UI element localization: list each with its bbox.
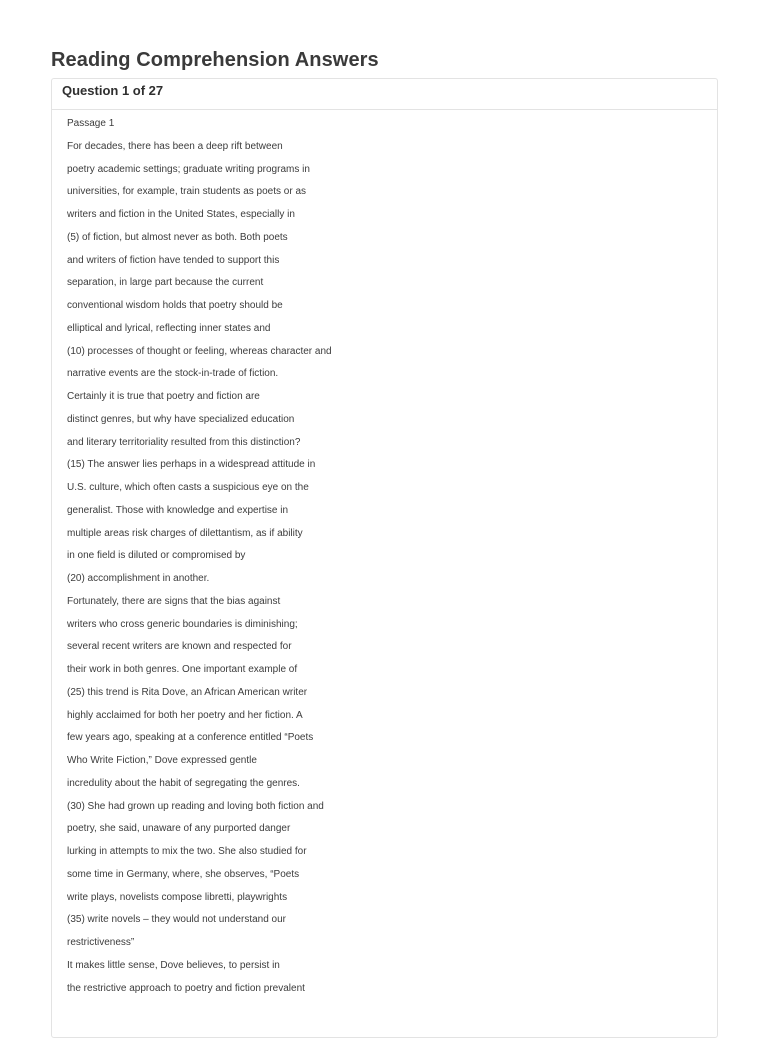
passage-line: (30) She had grown up reading and loving both fiction and <box>67 800 324 812</box>
passage-line: poetry academic settings; graduate writing programs in <box>67 163 310 175</box>
passage-line: (10) processes of thought or feeling, whereas character and <box>67 345 332 357</box>
passage-line: universities, for example, train students as poets or as <box>67 186 307 198</box>
passage-line: Who Write Fiction,” Dove expressed gentle <box>67 755 257 766</box>
passage-line: distinct genres, but why have specialized education <box>67 413 295 425</box>
passage-line: (25) this trend is Rita Dove, an African American writer <box>67 686 308 698</box>
passage-line: elliptical and lyrical, reflecting inner states and <box>67 322 271 334</box>
passage-line: separation, in large part because the current <box>67 277 264 289</box>
passage-line: writers who cross generic boundaries is diminishing; <box>67 618 298 630</box>
page-title: Reading Comprehension Answers <box>51 49 379 71</box>
passage-line: U.S. culture, which often casts a suspicious eye on the <box>67 482 309 493</box>
passage-line: few years ago, speaking at a conference entitled “Poets <box>67 732 314 744</box>
passage-line: Certainly it is true that poetry and fiction are <box>67 391 260 402</box>
passage-line: the restrictive approach to poetry and fiction prevalent <box>67 982 305 994</box>
passage-line: It makes little sense, Dove believes, to persist in <box>67 959 280 971</box>
passage-line: multiple areas risk charges of dilettantism, as if ability <box>67 527 303 539</box>
passage-line: Fortunately, there are signs that the bias against <box>67 595 281 607</box>
question-panel <box>51 78 718 1038</box>
passage-line: lurking in attempts to mix the two. She also studied for <box>67 846 307 857</box>
question-header <box>52 79 717 110</box>
passage-line: conventional wisdom holds that poetry should be <box>67 300 283 311</box>
passage-text <box>67 136 707 1001</box>
passage-line: several recent writers are known and respected for <box>67 641 292 653</box>
passage-line: (20) accomplishment in another. <box>67 573 210 584</box>
passage-line: (5) of fiction, but almost never as both. Both poets <box>67 231 288 243</box>
passage-line: write plays, novelists compose libretti, playwrights <box>67 891 288 903</box>
question-heading: Question 1 of 27 <box>62 83 164 98</box>
passage-line: writers and fiction in the United States, especially in <box>67 209 295 220</box>
passage-line: highly acclaimed for both her poetry and her fiction. A <box>67 709 303 721</box>
passage-line: some time in Germany, where, she observes, “Poets <box>67 868 300 880</box>
passage-line: (15) The answer lies perhaps in a widespread attitude in <box>67 459 316 471</box>
passage-title: Passage 1 <box>67 118 115 129</box>
passage-line: incredulity about the habit of segregating the genres. <box>67 777 300 789</box>
passage-line: in one field is diluted or compromised by <box>67 550 246 562</box>
passage-line: poetry, she said, unaware of any purported danger <box>67 823 291 835</box>
passage-line: For decades, there has been a deep rift between <box>67 140 283 152</box>
passage-body <box>67 113 707 1000</box>
passage-line: restrictiveness” <box>67 937 135 948</box>
passage-line: (35) write novels – they would not understand our <box>67 914 287 926</box>
passage-line: and writers of fiction have tended to support this <box>67 254 280 266</box>
passage-line: their work in both genres. One important example of <box>67 664 298 675</box>
passage-line: narrative events are the stock-in-trade of fiction. <box>67 368 279 380</box>
passage-line: and literary territoriality resulted from this distinction? <box>67 436 301 448</box>
passage-line: generalist. Those with knowledge and expertise in <box>67 504 289 516</box>
